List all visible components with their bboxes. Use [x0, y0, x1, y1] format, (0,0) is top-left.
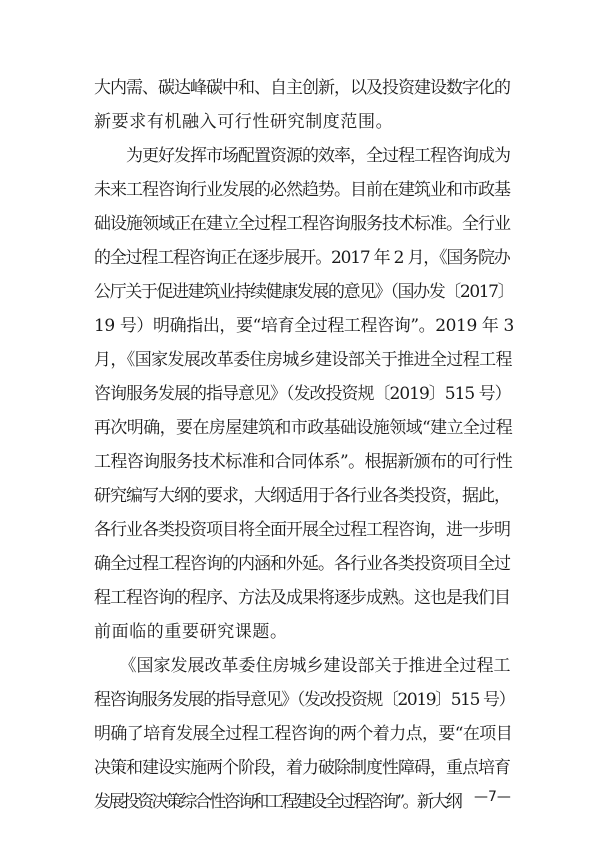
body-line: 程咨询服务发展的指导意见》（发改投资规〔2019〕515 号）	[94, 690, 515, 710]
body-line: 各行业各类投资项目将全面开展全过程工程咨询，进一步明	[94, 520, 510, 540]
body-line: 为更好发挥市场配置资源的效率，全过程工程咨询成为	[94, 146, 510, 166]
body-line: 未来工程咨询行业发展的必然趋势。目前在建筑业和市政基	[94, 180, 510, 200]
body-line: 发展投资决策综合性咨询和工程建设全过程咨询”。新大纲	[94, 792, 461, 812]
body-line: 月，《国家发展改革委住房城乡建设部关于推进全过程工程	[94, 350, 512, 370]
body-line: 程工程咨询的程序、方法及成果将逐步成熟。这也是我们目	[94, 588, 510, 608]
body-line: 公厅关于促进建筑业持续健康发展的意见》（国办发〔2017〕	[94, 282, 514, 302]
body-line: 研究编写大纲的要求，大纲适用于各行业各类投资，据此，	[94, 486, 510, 506]
page-number: —7—	[474, 789, 511, 805]
body-line: 明确了培育发展全过程工程咨询的两个着力点，要“在项目	[94, 724, 513, 744]
body-line: 工程咨询服务技术标准和合同体系”。根据新颁布的可行性	[94, 452, 513, 472]
body-line: 再次明确，要在房屋建筑和市政基础设施领域“建立全过程	[94, 418, 513, 438]
body-line: 《国家发展改革委住房城乡建设部关于推进全过程工	[94, 656, 511, 676]
body-line: 前面临的重要研究课题。	[94, 622, 288, 642]
body-line: 大内需、碳达峰碳中和、自主创新，以及投资建设数字化的	[94, 78, 510, 98]
body-line: 咨询服务发展的指导意见》（发改投资规〔2019〕515 号）	[94, 384, 511, 404]
body-line: 19 号）明确指出，要“培育全过程工程咨询”。2019 年 3	[94, 316, 514, 336]
body-line: 础设施领域正在建立全过程工程咨询服务技术标准。全行业	[94, 214, 510, 234]
body-line: 确全过程工程咨询的内涵和外延。各行业各类投资项目全过	[94, 554, 510, 574]
body-line: 新要求有机融入可行性研究制度范围。	[94, 112, 394, 132]
body-line: 决策和建设实施两个阶段，着力破除制度性障碍，重点培育	[94, 758, 510, 778]
body-line: 的全过程工程咨询正在逐步展开。2017 年 2 月，《国务院办	[94, 248, 510, 268]
